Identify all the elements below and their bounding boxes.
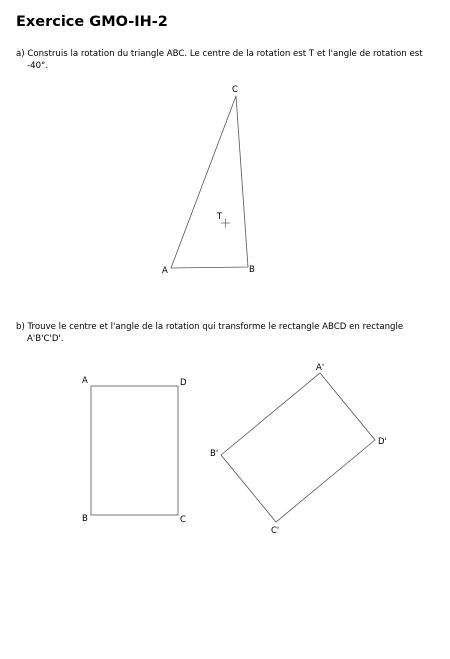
triangle-abc (171, 96, 248, 268)
rotated-label-a: A' (316, 363, 325, 373)
page-title: Exercice GMO-IH-2 (16, 14, 168, 30)
rotated-label-b: B' (210, 449, 219, 459)
rotated-rectangle-figure (210, 363, 387, 536)
triangle-label-c: C (232, 85, 238, 95)
rotation-centre-t (216, 212, 230, 228)
triangle-label-t: T (217, 212, 223, 222)
rotated-label-d: D' (378, 437, 387, 447)
rectangle-label-a: A (82, 376, 88, 386)
triangle-label-a: A (162, 266, 168, 276)
rotated-label-c: C' (271, 526, 280, 536)
rectangle-figure (82, 376, 187, 525)
rectangle-abcd (91, 386, 178, 515)
rectangle-label-b: B (82, 514, 88, 524)
question-a-line1: a) Construis la rotation du triangle ABC. Le centre de la rotation est T et l'angle de rotation est (16, 49, 423, 59)
triangle-figure (162, 85, 255, 276)
question-b-line1: b) Trouve le centre et l'angle de la rotation qui transforme le rectangle ABCD en rectangle (16, 322, 404, 332)
rectangle-label-d: D (180, 378, 187, 388)
question-a-line2: -40°. (27, 61, 49, 71)
triangle-label-b: B (249, 265, 255, 275)
question-b-line2: A'B'C'D'. (27, 334, 64, 344)
rectangle-label-c: C (180, 515, 186, 525)
rectangle-a-prime-b-prime-c-prime-d-prime (221, 373, 375, 522)
